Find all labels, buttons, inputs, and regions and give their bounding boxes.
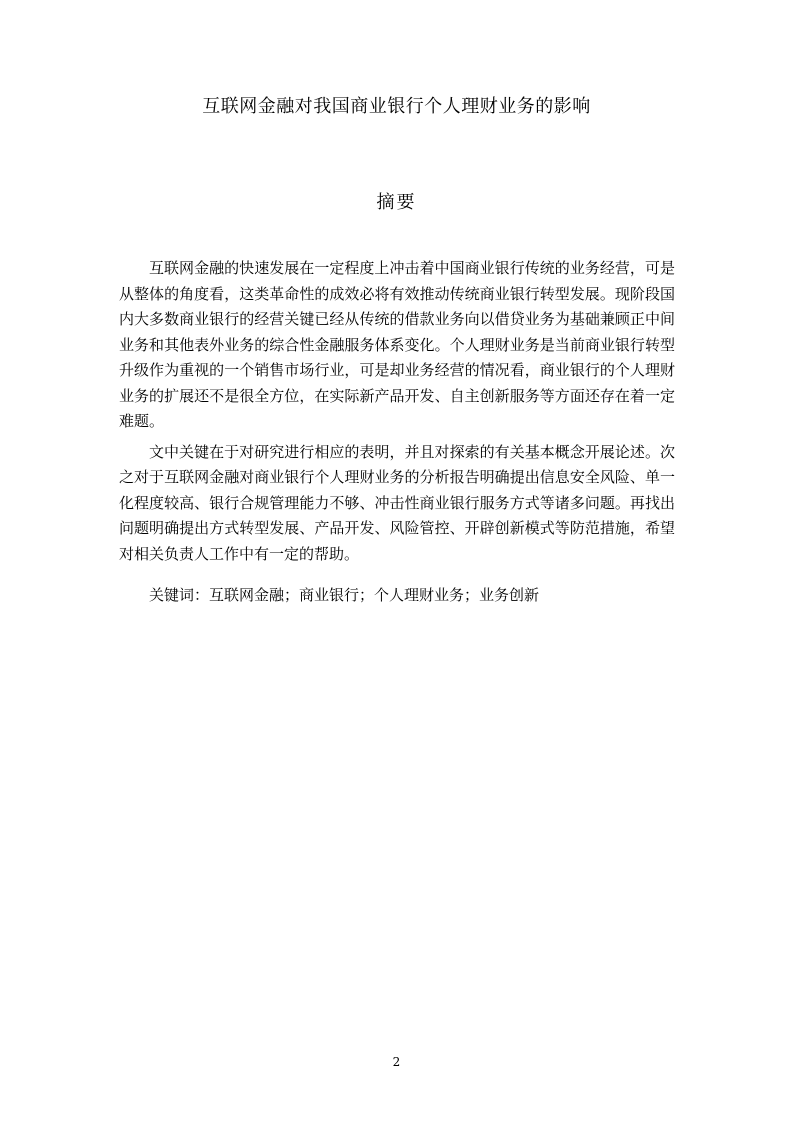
abstract-body bbox=[119, 256, 675, 609]
abstract-paragraph-1: 互联网金融的快速发展在一定程度上冲击着中国商业银行传统的业务经营，可是从整体的角度看，这类革命性的成效必将有效推动传统商业银行转型发展。现阶段国内大多数商业银行的经营关键已经从传统的借款业务向以借贷业务为基础兼顾正中间业务和其他表外业务的综合性金融服务体系变化。个人理财业务是当前商业银行转型升级作为重视的一个销售市场行业，可是却业务经营的情况看，商业银行的个人理财业务的扩展还不是很全方位，在实际新产品开发、自主创新服务等方面还存在着一定难题。 bbox=[119, 259, 675, 430]
keywords-line: 关键词：互联网金融；商业银行；个人理财业务；业务创新 bbox=[149, 586, 540, 604]
document-title: 互联网金融对我国商业银行个人理财业务的影响 bbox=[202, 96, 591, 117]
abstract-paragraph-2: 文中关键在于对研究进行相应的表明，并且对探索的有关基本概念开展论述。次之对于互联网金融对商业银行个人理财业务的分析报告明确提出信息安全风险、单一化程度较高、银行合规管理能力不够、冲击性商业银行服务方式等诸多问题。再找出问题明确提出方式转型发展、产品开发、风险管控、开辟创新模式等防范措施，希望对相关负责人工作中有一定的帮助。 bbox=[119, 442, 675, 563]
abstract-heading: 摘要 bbox=[376, 192, 417, 213]
page-number: 2 bbox=[392, 1055, 401, 1069]
